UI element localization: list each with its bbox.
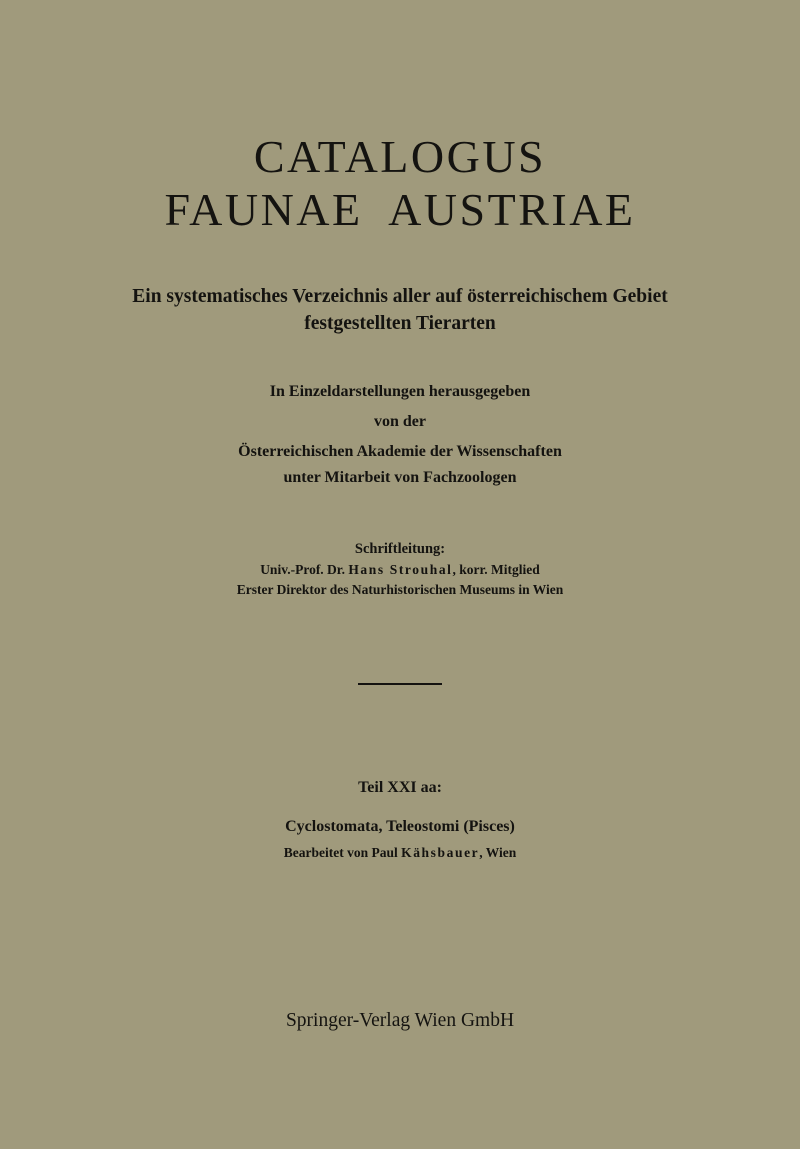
editor-name-line: [0, 563, 800, 577]
editor-position: Erster Direktor des Naturhistorischen Museums in Wien: [236, 582, 564, 597]
divider-rule: [358, 683, 442, 685]
editorial-line-2: von der: [374, 413, 426, 430]
title-line-1: CATALOGUS: [253, 131, 547, 182]
publisher-name: Springer-Verlag Wien GmbH: [285, 1010, 515, 1031]
part-label: Teil XXI aa:: [358, 779, 442, 796]
author-prefix: Bearbeitet von Paul: [283, 845, 402, 860]
editor-name: Hans Strouhal: [348, 562, 453, 577]
author-suffix: , Wien: [479, 845, 517, 860]
subtitle-line-1: Ein systematisches Verzeichnis aller auf österreichischem Gebiet: [132, 286, 668, 307]
part-subject: Cyclostomata, Teleostomi (Pisces): [285, 818, 515, 835]
editor-name-prefix: Univ.-Prof. Dr.: [260, 562, 349, 577]
editorial-line-4: unter Mitarbeit von Fachzoologen: [283, 469, 517, 486]
editor-name-suffix: , korr. Mitglied: [452, 562, 540, 577]
editor-heading: Schriftleitung:: [354, 541, 446, 557]
editorial-line-1: In Einzeldarstellungen herausgegeben: [269, 383, 531, 400]
subtitle-line-2: festgestellten Tierarten: [304, 313, 496, 334]
author-name: Kähsbauer: [401, 845, 480, 860]
title-line-2: FAUNAE AUSTRIAE: [164, 184, 636, 235]
part-author-line: [0, 846, 800, 860]
editorial-line-3: Österreichischen Akademie der Wissenschaften: [238, 443, 562, 460]
